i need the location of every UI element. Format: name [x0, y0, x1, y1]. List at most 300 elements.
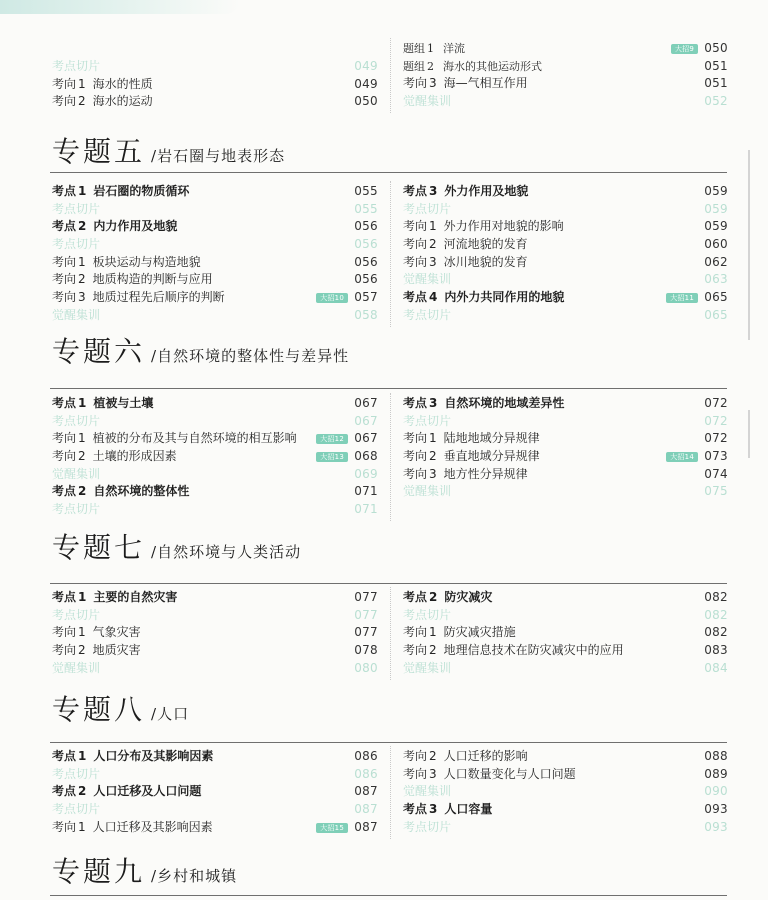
entry-number: 1 — [78, 184, 87, 198]
entry-title — [403, 395, 564, 413]
page-number: 090 — [704, 784, 728, 799]
entry-number: 1 — [429, 431, 437, 446]
page-number: 056 — [354, 272, 378, 287]
entry-prefix: 考点 — [52, 484, 77, 499]
entry-number: 1 — [429, 625, 437, 640]
entry-label: 考点切片 — [52, 59, 101, 73]
entry-prefix: 题组 — [403, 59, 425, 73]
toc-column — [52, 589, 378, 677]
entry-prefix: 考向 — [403, 766, 428, 781]
entry-number: 3 — [78, 290, 86, 305]
page-number: 057 — [354, 290, 378, 305]
page-number: 068 — [354, 449, 378, 464]
entry-label: 地质过程先后顺序的判断 — [92, 290, 225, 305]
page-number: 049 — [354, 59, 378, 73]
entry-label: 考点切片 — [52, 802, 101, 817]
entry-label: 人口数量变化与人口问题 — [443, 766, 576, 781]
entry-prefix: 考向 — [403, 254, 428, 269]
page-number: 071 — [354, 502, 378, 517]
toc-entry[interactable] — [52, 289, 378, 307]
page-number: 055 — [354, 184, 378, 198]
toc-entry[interactable] — [403, 783, 728, 801]
dazhao-badge: 大招11 — [666, 293, 698, 303]
entry-number: 3 — [429, 76, 437, 91]
entry-label: 外力作用对地貌的影响 — [443, 219, 564, 234]
entry-label: 觉醒集训 — [403, 484, 452, 499]
entry-number: 2 — [429, 749, 437, 763]
section-subtitle: /乡村和城镇 — [151, 867, 238, 885]
entry-title — [52, 642, 141, 660]
page-number: 074 — [704, 466, 728, 481]
page-number: 067 — [354, 431, 378, 446]
toc-entry[interactable] — [403, 395, 728, 413]
page-number: 072 — [704, 396, 728, 410]
entry-label: 海—气相互作用 — [443, 76, 528, 91]
column-divider — [390, 587, 391, 680]
entry-number: 2 — [427, 59, 434, 73]
page-number: 062 — [704, 254, 728, 269]
entry-title — [52, 766, 100, 784]
entry-prefix: 考点 — [52, 590, 77, 604]
toc-entry[interactable] — [403, 236, 728, 254]
page-number: 067 — [354, 413, 378, 428]
section-name: 专题七 — [52, 531, 146, 564]
page-number: 049 — [354, 76, 378, 91]
entry-number: 2 — [78, 272, 86, 287]
entry-label: 考点切片 — [52, 201, 101, 216]
toc-entry[interactable] — [403, 218, 728, 236]
toc-column — [52, 58, 378, 111]
page-number: 084 — [704, 660, 728, 675]
entry-label: 海水的性质 — [92, 76, 153, 91]
entry-title — [403, 660, 451, 678]
entry-number: 3 — [429, 184, 438, 198]
entry-title — [52, 466, 100, 484]
section-subtitle-text: 岩石圈与地表形态 — [157, 147, 286, 165]
entry-title — [403, 236, 528, 254]
section-subtitle-text: 自然环境的整体性与差异性 — [157, 347, 350, 365]
toc-entry[interactable] — [403, 40, 728, 58]
entry-number: 2 — [78, 784, 87, 799]
entry-prefix: 考点 — [52, 184, 77, 198]
page-number: 087 — [354, 784, 378, 799]
entry-label: 内外力共同作用的地貌 — [444, 290, 565, 305]
toc-column — [52, 395, 378, 519]
entry-prefix: 考点 — [52, 396, 77, 410]
entry-label: 人口迁移及人口问题 — [93, 784, 202, 799]
toc-entry[interactable] — [52, 413, 378, 431]
entry-title — [52, 660, 100, 678]
toc-entry[interactable] — [52, 642, 378, 660]
page-number: 065 — [704, 290, 728, 305]
entry-prefix: 考向 — [52, 94, 77, 109]
page-number: 080 — [354, 660, 378, 675]
entry-label: 垂直地域分异规律 — [443, 449, 540, 464]
entry-title — [403, 801, 492, 819]
entry-number: 1 — [427, 42, 434, 55]
toc-entry[interactable] — [52, 624, 378, 642]
page-number: 072 — [704, 413, 728, 428]
entry-number: 1 — [78, 819, 86, 834]
entry-label: 考点切片 — [403, 819, 452, 834]
entry-title — [403, 75, 528, 93]
entry-number: 3 — [429, 802, 438, 817]
page-number: 075 — [704, 484, 728, 499]
page-number: 082 — [704, 607, 728, 622]
entry-label: 觉醒集训 — [52, 466, 101, 481]
section-name: 专题五 — [52, 135, 146, 168]
page-number: 086 — [354, 749, 378, 763]
entry-title — [52, 254, 201, 272]
toc-entry[interactable] — [403, 58, 728, 76]
entry-label: 防灾减灾 — [444, 590, 493, 604]
toc-entry[interactable] — [403, 748, 728, 766]
entry-prefix: 考向 — [403, 431, 428, 446]
entry-title — [403, 483, 451, 501]
entry-title — [52, 236, 100, 254]
page-number: 086 — [354, 766, 378, 781]
page-number: 082 — [704, 590, 728, 604]
entry-label: 考点切片 — [52, 237, 101, 252]
entry-title — [52, 218, 177, 236]
toc-entry[interactable] — [403, 183, 728, 201]
toc-entry[interactable] — [52, 819, 378, 837]
page-number: 077 — [354, 625, 378, 640]
toc-entry[interactable] — [52, 236, 378, 254]
entry-prefix: 考向 — [52, 819, 77, 834]
section-title — [52, 526, 301, 566]
entry-title — [403, 254, 528, 272]
entry-title — [403, 218, 564, 236]
page-number: 052 — [704, 94, 728, 109]
section-rule — [50, 172, 727, 173]
page-number: 077 — [354, 590, 378, 604]
entry-prefix: 考向 — [403, 749, 428, 763]
page-number: 056 — [354, 219, 378, 234]
entry-number: 3 — [429, 396, 438, 410]
toc-entry[interactable] — [52, 430, 378, 448]
entry-title — [52, 448, 177, 466]
entry-title — [52, 819, 213, 837]
dazhao-badge: 大招13 — [316, 452, 348, 462]
toc-entry[interactable] — [52, 76, 378, 94]
entry-number: 1 — [78, 590, 87, 604]
toc-entry[interactable] — [403, 254, 728, 272]
section-title — [52, 688, 189, 728]
section-subtitle-text: 自然环境与人类活动 — [157, 543, 302, 561]
entry-number: 1 — [78, 625, 86, 640]
entry-prefix: 考点 — [52, 749, 77, 763]
page-number: 067 — [354, 396, 378, 410]
entry-label: 主要的自然灾害 — [93, 590, 178, 604]
page-number: 089 — [704, 766, 728, 781]
page-number: 060 — [704, 237, 728, 252]
section-title — [52, 850, 237, 890]
entry-title — [52, 501, 100, 519]
entry-title — [403, 93, 451, 111]
page-number: 058 — [354, 307, 378, 322]
toc-entry[interactable] — [52, 201, 378, 219]
entry-label: 考点切片 — [52, 502, 101, 517]
toc-entry[interactable] — [403, 624, 728, 642]
entry-label: 自然环境的地域差异性 — [444, 396, 565, 410]
entry-title — [403, 766, 576, 784]
dazhao-badge: 大招12 — [316, 434, 348, 444]
entry-title — [52, 413, 100, 431]
entry-label: 觉醒集训 — [403, 660, 452, 675]
section-rule — [50, 895, 727, 896]
entry-prefix: 考点 — [52, 219, 77, 234]
entry-number: 4 — [429, 290, 438, 305]
column-divider — [390, 393, 391, 521]
entry-title — [52, 589, 177, 607]
page-number: 051 — [704, 76, 728, 91]
section-rule — [50, 583, 727, 584]
entry-title — [403, 607, 451, 625]
page-number: 082 — [704, 625, 728, 640]
dazhao-badge: 大招9 — [671, 44, 698, 54]
entry-number: 2 — [429, 590, 438, 604]
entry-label: 内力作用及地貌 — [93, 219, 178, 234]
entry-title — [403, 289, 564, 307]
entry-title — [52, 748, 213, 766]
page-number: 078 — [354, 643, 378, 658]
toc-entry[interactable] — [52, 748, 378, 766]
entry-label: 觉醒集训 — [403, 94, 452, 109]
page-number: 063 — [704, 272, 728, 287]
page-number: 072 — [704, 431, 728, 446]
toc-entry[interactable] — [403, 819, 728, 837]
toc-entry[interactable] — [403, 642, 728, 660]
entry-label: 觉醒集训 — [52, 660, 101, 675]
toc-entry[interactable] — [403, 589, 728, 607]
entry-title — [403, 40, 465, 58]
entry-number: 1 — [78, 396, 87, 410]
entry-number: 2 — [78, 484, 87, 499]
column-divider — [390, 38, 391, 113]
entry-number: 1 — [78, 431, 86, 446]
toc-entry[interactable] — [403, 289, 728, 307]
entry-prefix: 考向 — [403, 466, 428, 481]
page-number: 065 — [704, 307, 728, 322]
entry-title — [403, 413, 451, 431]
entry-title — [52, 783, 201, 801]
entry-label: 觉醒集训 — [403, 272, 452, 287]
toc-entry[interactable] — [403, 660, 728, 678]
entry-label: 觉醒集训 — [52, 307, 101, 322]
section-subtitle-text: 人口 — [157, 705, 190, 723]
page-number: 077 — [354, 607, 378, 622]
toc-entry[interactable] — [52, 448, 378, 466]
entry-label: 冰川地貌的发育 — [443, 254, 528, 269]
entry-label: 土壤的形成因素 — [92, 449, 177, 464]
entry-prefix: 考向 — [52, 254, 77, 269]
column-divider — [390, 746, 391, 839]
toc-entry[interactable] — [52, 58, 378, 76]
entry-label: 考点切片 — [52, 766, 101, 781]
toc-entry[interactable] — [52, 254, 378, 272]
entry-title — [52, 201, 100, 219]
entry-label: 人口迁移及其影响因素 — [92, 819, 213, 834]
entry-label: 地质灾害 — [92, 643, 141, 658]
entry-prefix: 考向 — [403, 219, 428, 234]
entry-number: 2 — [78, 449, 86, 464]
entry-prefix: 考点 — [52, 784, 77, 799]
toc-entry[interactable] — [403, 766, 728, 784]
entry-title — [403, 448, 540, 466]
entry-title — [52, 483, 189, 501]
page-number: 069 — [354, 466, 378, 481]
entry-title — [403, 819, 451, 837]
entry-label: 考点切片 — [403, 307, 452, 322]
dazhao-badge: 大招10 — [316, 293, 348, 303]
toc-column — [52, 748, 378, 836]
entry-label: 洋流 — [443, 42, 465, 55]
entry-prefix: 考点 — [403, 590, 428, 604]
page-number: 055 — [354, 201, 378, 216]
page-number: 087 — [354, 819, 378, 834]
entry-label: 考点切片 — [403, 413, 452, 428]
section-subtitle: /岩石圈与地表形态 — [151, 147, 286, 165]
toc-entry[interactable] — [403, 93, 728, 111]
toc-entry[interactable] — [52, 183, 378, 201]
entry-title — [403, 589, 492, 607]
toc-entry[interactable] — [403, 201, 728, 219]
entry-title — [52, 76, 153, 94]
toc-entry[interactable] — [52, 801, 378, 819]
section-subtitle: /自然环境的整体性与差异性 — [151, 347, 350, 365]
toc-column — [52, 183, 378, 325]
toc-entry[interactable] — [52, 483, 378, 501]
entry-number: 2 — [78, 94, 86, 109]
toc-entry[interactable] — [52, 307, 378, 325]
entry-title — [403, 307, 451, 325]
toc-entry[interactable] — [52, 466, 378, 484]
entry-prefix: 考向 — [52, 290, 77, 305]
section-rule — [50, 742, 727, 743]
toc-column — [403, 589, 728, 677]
toc-entry[interactable] — [52, 501, 378, 519]
entry-prefix: 考向 — [403, 449, 428, 464]
toc-entry[interactable] — [52, 589, 378, 607]
toc-entry[interactable] — [403, 307, 728, 325]
entry-title — [52, 93, 153, 111]
toc-column — [403, 183, 728, 325]
page-number: 088 — [704, 749, 728, 763]
entry-label: 气象灾害 — [92, 625, 141, 640]
page-number: 059 — [704, 201, 728, 216]
entry-prefix: 考点 — [403, 396, 428, 410]
entry-label: 人口分布及其影响因素 — [93, 749, 214, 763]
entry-title — [52, 624, 141, 642]
toc-entry[interactable] — [52, 607, 378, 625]
toc-entry[interactable] — [52, 660, 378, 678]
entry-number: 3 — [429, 466, 437, 481]
section-subtitle: /人口 — [151, 705, 190, 723]
toc-entry[interactable] — [403, 483, 728, 501]
page-number: 093 — [704, 819, 728, 834]
page-number: 050 — [354, 94, 378, 109]
entry-label: 地方性分异规律 — [443, 466, 528, 481]
toc-entry[interactable] — [403, 413, 728, 431]
dazhao-badge: 大招14 — [666, 452, 698, 462]
toc-entry[interactable] — [403, 75, 728, 93]
entry-prefix: 考向 — [403, 237, 428, 252]
entry-label: 人口迁移的影响 — [443, 749, 528, 763]
entry-prefix: 考向 — [403, 643, 428, 658]
toc-entry[interactable] — [403, 607, 728, 625]
page-number: 056 — [354, 237, 378, 252]
page-edge-line — [748, 150, 750, 340]
entry-prefix: 考向 — [52, 449, 77, 464]
entry-title — [52, 801, 100, 819]
entry-title — [52, 395, 153, 413]
toc-entry[interactable] — [403, 430, 728, 448]
toc-entry[interactable] — [52, 395, 378, 413]
toc-entry[interactable] — [52, 93, 378, 111]
toc-entry[interactable] — [52, 218, 378, 236]
entry-label: 岩石圈的物质循环 — [93, 184, 190, 198]
entry-number: 2 — [78, 643, 86, 658]
entry-label: 自然环境的整体性 — [93, 484, 190, 499]
entry-prefix: 考点 — [403, 802, 428, 817]
entry-prefix: 考向 — [403, 625, 428, 640]
entry-label: 考点切片 — [52, 413, 101, 428]
page-edge-line — [748, 410, 750, 458]
entry-number: 3 — [429, 254, 437, 269]
section-title — [52, 130, 285, 170]
page-number: 073 — [704, 449, 728, 464]
section-title — [52, 330, 349, 370]
toc-entry[interactable] — [52, 271, 378, 289]
toc-entry[interactable] — [403, 448, 728, 466]
entry-title — [403, 271, 451, 289]
entry-title — [403, 642, 624, 660]
entry-prefix: 考向 — [52, 272, 77, 287]
toc-column — [403, 748, 728, 836]
page-number: 050 — [704, 41, 728, 55]
entry-label: 觉醒集训 — [403, 784, 452, 799]
entry-title — [52, 289, 225, 307]
entry-label: 陆地地域分异规律 — [443, 431, 540, 446]
entry-label: 海水的其他运动形式 — [443, 59, 542, 73]
entry-title — [403, 430, 540, 448]
entry-label: 植被的分布及其与自然环境的相互影响 — [92, 431, 297, 446]
entry-title — [403, 466, 528, 484]
toc-entry[interactable] — [52, 783, 378, 801]
section-rule — [50, 388, 727, 389]
entry-label: 防灾减灾措施 — [443, 625, 516, 640]
dazhao-badge: 大招15 — [316, 823, 348, 833]
entry-prefix: 考点 — [403, 290, 428, 305]
toc-entry[interactable] — [403, 271, 728, 289]
entry-prefix: 考向 — [52, 625, 77, 640]
toc-entry[interactable] — [52, 766, 378, 784]
entry-title — [403, 624, 516, 642]
page-number: 059 — [704, 219, 728, 234]
entry-title — [52, 271, 213, 289]
entry-number: 2 — [429, 449, 437, 464]
entry-label: 植被与土壤 — [93, 396, 154, 410]
toc-entry[interactable] — [403, 801, 728, 819]
entry-title — [403, 748, 528, 766]
toc-entry[interactable] — [403, 466, 728, 484]
entry-title — [403, 201, 451, 219]
entry-number: 3 — [429, 766, 437, 781]
entry-label: 地理信息技术在防灾减灾中的应用 — [443, 643, 624, 658]
entry-prefix: 考向 — [403, 76, 428, 91]
section-subtitle-text: 乡村和城镇 — [157, 867, 238, 885]
